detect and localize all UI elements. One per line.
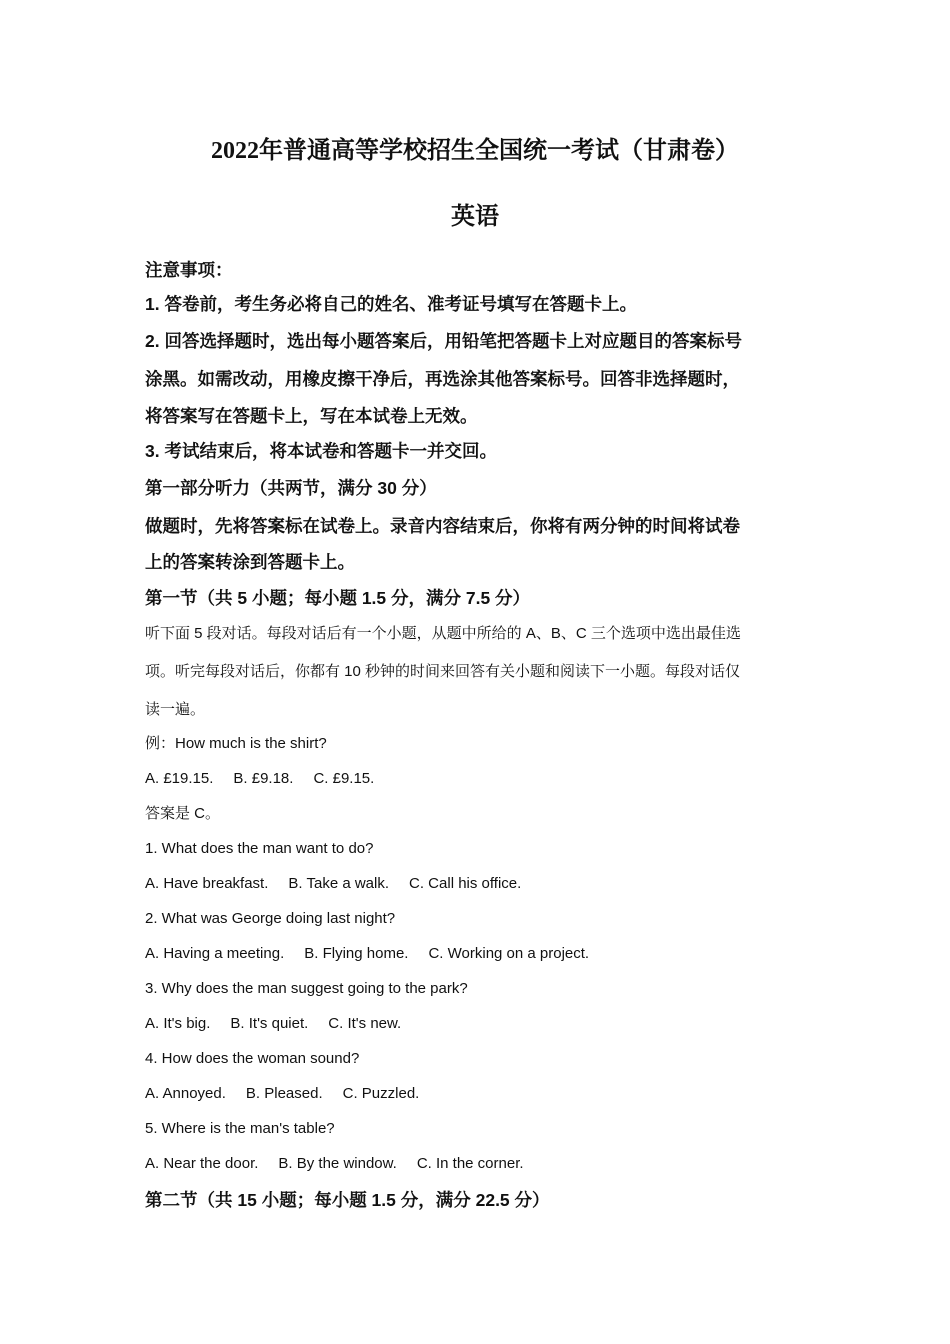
question-options [145, 872, 815, 896]
notice-line: 2. 回答选择题时，选出每小题答案后，用铅笔把答题卡上对应题目的答案标号 [145, 331, 742, 351]
exam-title: 2022年普通高等学校招生全国统一考试（甘肃卷） [211, 138, 739, 164]
section1-instruction-line: 听下面 5 段对话。每段对话后有一个小题，从题中所给的 A、B、C 三个选项中选出最佳选 [145, 625, 741, 642]
example-answer: 答案是 C。 [145, 805, 221, 822]
question-options [145, 1152, 815, 1176]
section1-heading: 第一节（共 5 小题；每小题 1.5 分，满分 7.5 分） [145, 588, 531, 608]
option: B. Pleased. [245, 1085, 323, 1102]
option: C. Working on a project. [428, 945, 590, 962]
option: B. Take a walk. [288, 875, 390, 892]
question: 2. What was George doing last night? [145, 910, 396, 927]
option: B. Flying home. [304, 945, 409, 962]
notice-heading: 注意事项： [145, 260, 233, 280]
part1-instruction-line: 做题时，先将答案标在试卷上。录音内容结束后，你将有两分钟的时间将试卷 [145, 516, 740, 536]
subject-title: 英语 [451, 204, 499, 230]
question-options [145, 1082, 815, 1106]
notice-line: 3. 考试结束后，将本试卷和答题卡一并交回。 [145, 441, 497, 461]
notice-line: 将答案写在答题卡上，写在本试卷上无效。 [145, 406, 478, 426]
example-question: 例：How much is the shirt? [145, 735, 327, 752]
option: C. In the corner. [416, 1155, 524, 1172]
question: 5. Where is the man's table? [145, 1120, 335, 1137]
option: B. £9.18. [233, 770, 294, 787]
section2-heading: 第二节（共 15 小题；每小题 1.5 分，满分 22.5 分） [145, 1190, 550, 1210]
part1-instruction-line: 上的答案转涂到答题卡上。 [145, 552, 355, 572]
notice-line: 1. 答卷前，考生务必将自己的姓名、准考证号填写在答题卡上。 [145, 294, 637, 314]
section1-instruction-line: 项。听完每段对话后，你都有 10 秒钟的时间来回答有关小题和阅读下一小题。每段对话仅 [145, 663, 741, 680]
option: C. It's new. [328, 1015, 402, 1032]
question: 3. Why does the man suggest going to the park? [145, 980, 468, 997]
notice-line: 涂黑。如需改动，用橡皮擦干净后，再选涂其他答案标号。回答非选择题时， [145, 369, 740, 389]
option: A. Near the door. [145, 1155, 259, 1172]
option: A. It's big. [145, 1015, 211, 1032]
option: C. Call his office. [409, 875, 522, 892]
option: A. Having a meeting. [145, 945, 285, 962]
question-options [145, 1012, 815, 1036]
option: B. By the window. [278, 1155, 397, 1172]
option: A. £19.15. [145, 770, 214, 787]
option: B. It's quiet. [230, 1015, 309, 1032]
example-options [145, 767, 815, 791]
option: C. £9.15. [313, 770, 375, 787]
section1-instruction-line: 读一遍。 [145, 701, 206, 718]
option: A. Have breakfast. [145, 875, 269, 892]
part1-heading: 第一部分听力（共两节，满分 30 分） [145, 478, 437, 498]
option: A. Annoyed. [145, 1085, 226, 1102]
question-options [145, 942, 815, 966]
option: C. Puzzled. [342, 1085, 420, 1102]
question: 4. How does the woman sound? [145, 1050, 360, 1067]
question: 1. What does the man want to do? [145, 840, 374, 857]
